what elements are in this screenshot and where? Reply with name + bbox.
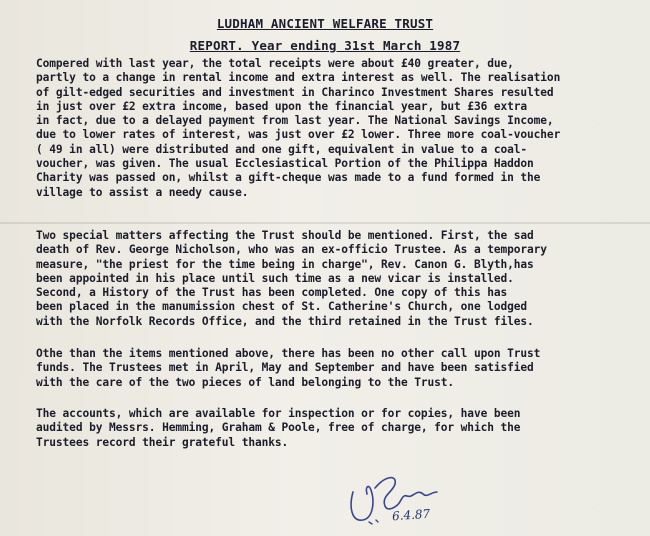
text-line: due to lower rates of interest, was just over £2 lower. Three more coal-voucher <box>36 128 561 142</box>
text-line: in fact, due to a delayed payment from last year. The National Savings Income, <box>36 114 554 128</box>
paragraph-receipts <box>36 57 636 200</box>
report-subtitle <box>0 38 650 53</box>
text-line: been appointed in his place until such time as a new vicar is installed. <box>36 271 514 285</box>
paragraph-accounts <box>36 407 636 450</box>
text-line: Second, a History of the Trust has been completed. One copy of this has <box>36 286 508 300</box>
document-title-text: LUDHAM ANCIENT WELFARE TRUST <box>216 16 434 31</box>
text-line: measure, "the priest for the time being in charge", Rev. Canon G. Blyth,has <box>36 257 534 271</box>
text-line: with the Norfolk Records Office, and the third retained in the Trust files. <box>36 314 534 328</box>
text-line: been placed in the manumission chest of St. Catherine's Church, one lodged <box>36 300 528 314</box>
paragraph-special-matters <box>36 229 636 329</box>
text-line: Two special matters affecting the Trust should be mentioned. First, the sad <box>36 229 534 242</box>
signature-date: 6.4.87 <box>391 506 431 524</box>
text-line: ( 49 in all) were distributed and one gift, equivalent in value to a coal- <box>36 142 528 156</box>
text-line: audited by Messrs. Hemming, Graham & Poole, free of charge, for which the <box>36 421 521 435</box>
text-line: funds. The Trustees met in April, May and September and have been satisfied <box>36 361 534 375</box>
document-title <box>0 16 650 31</box>
text-line: Trustees record their grateful thanks. <box>36 435 289 449</box>
report-subtitle-text: REPORT. Year ending 31st March 1987 <box>189 38 461 53</box>
text-line: of gilt-edged securities and investment in Charinco Investment Shares resulted <box>36 85 554 99</box>
text-line: in just over £2 extra income, based upon the financial year, but £36 extra <box>36 99 528 113</box>
text-line: partly to a change in rental income and extra interest as well. The realisation <box>36 71 561 85</box>
text-line: The accounts, which are available for inspection or for copies, have been <box>36 407 521 420</box>
text-line: Charity was passed on, whilst a gift-cheque was made to a fund formed in the <box>36 171 541 185</box>
text-line: Othe than the items mentioned above, there has been no other call upon Trust <box>36 347 541 360</box>
paragraph-trust-funds <box>36 347 636 390</box>
text-line: voucher, was given. The usual Ecclesiastical Portion of the Philippa Haddon <box>36 157 534 171</box>
text-line: village to assist a needy cause. <box>36 185 249 199</box>
paper-fold <box>0 222 650 224</box>
text-line: with the care of the two pieces of land belonging to the Trust. <box>36 375 455 389</box>
text-line: death of Rev. George Nicholson, who was an ex-officio Trustee. As a temporary <box>36 243 547 257</box>
handwritten-signature <box>345 462 455 534</box>
text-line: Compered with last year, the total receipts were about £40 greater, due, <box>36 57 514 70</box>
